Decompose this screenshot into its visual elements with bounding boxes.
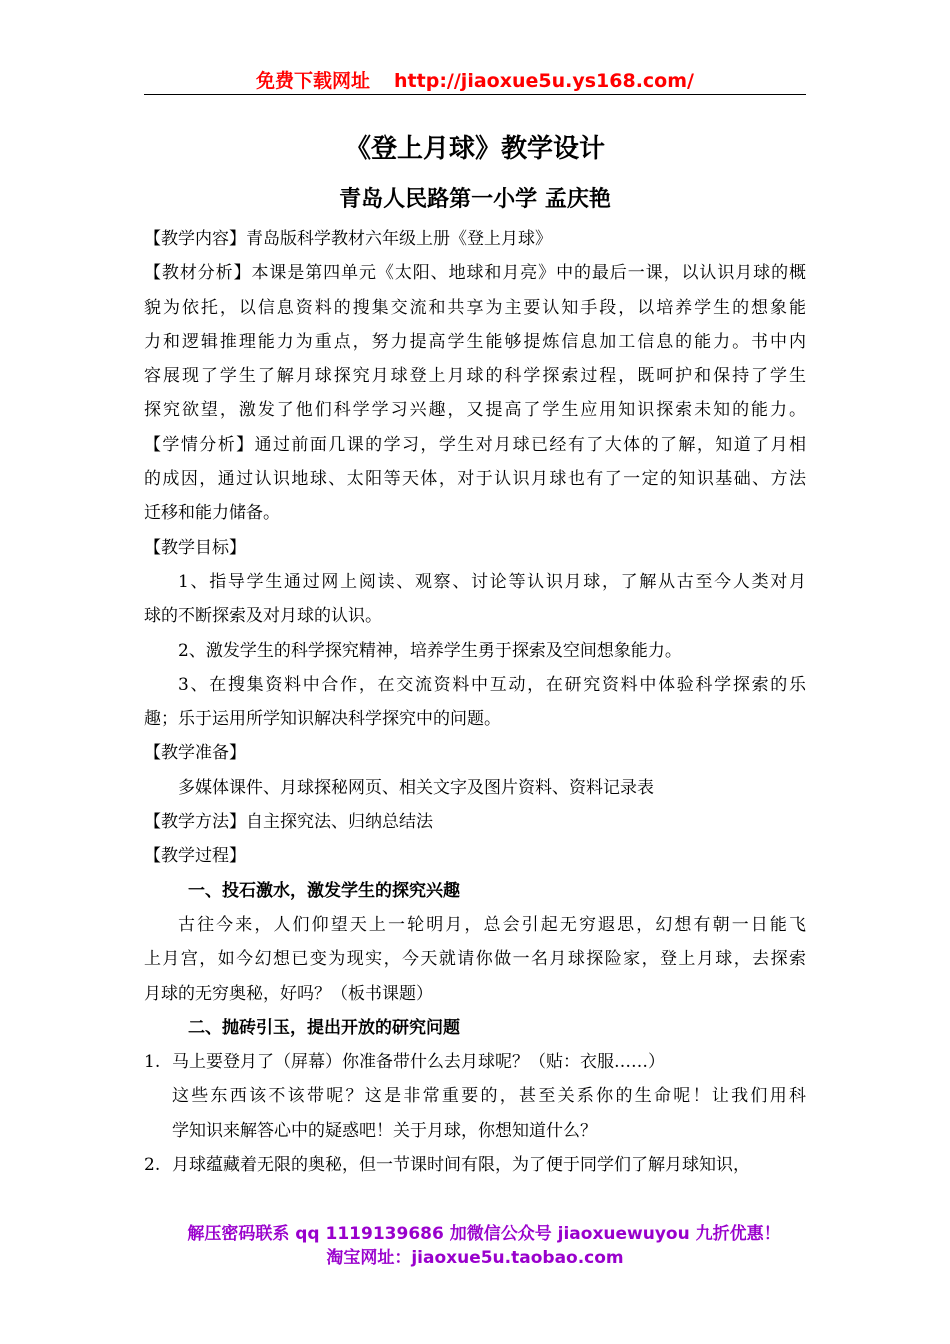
- content-line: 迁移和能力储备。: [144, 503, 280, 524]
- content-line: 学知识来解答心中的疑惑吧！关于月球，你想知道什么？: [172, 1120, 597, 1141]
- content-line: 多媒体课件、月球探秘网页、相关文字及图片资料、资料记录表: [178, 777, 654, 798]
- header-url-link[interactable]: http://jiaoxue5u.ys168.com/: [394, 70, 694, 92]
- footer-contact: 解压密码联系 qq 1119139686 加微信公众号 jiaoxuewuyou 九折优惠！: [187, 1224, 781, 1244]
- list-item: [144, 1148, 806, 1182]
- content-line: 貌为依托，以信息资料的搜集交流和共享为主要认知手段，以培养学生的想象能: [144, 297, 806, 318]
- header-divider: [144, 94, 806, 95]
- header-label: 免费下载网址: [256, 70, 371, 92]
- section-heading: 【教学方法】自主探究法、归纳总结法: [144, 812, 433, 833]
- list-number: 2.: [144, 1155, 161, 1176]
- subsection-heading: 二、抛砖引玉，提出开放的研究问题: [188, 1017, 460, 1038]
- list-item-text: 马上要登月了（屏幕）你准备带什么去月球呢？（贴：衣服……）: [172, 1052, 665, 1073]
- content-line: 趣；乐于运用所学知识解决科学探究中的问题。: [144, 709, 501, 730]
- download-header: [144, 66, 806, 93]
- list-number: 1.: [144, 1052, 161, 1073]
- list-item-text: 月球蕴藏着无限的奥秘，但一节课时间有限，为了便于同学们了解月球知识，: [172, 1155, 750, 1176]
- content-line: 【教材分析】本课是第四单元《太阳、地球和月亮》中的最后一课，以认识月球的概: [144, 263, 806, 284]
- content-line: 2、激发学生的科学探究精神，培养学生勇于探索及空间想象能力。: [178, 640, 682, 661]
- list-item: [144, 1045, 806, 1079]
- content-line: 【学情分析】通过前面几课的学习，学生对月球已经有了大体的了解，知道了月相: [144, 434, 806, 455]
- author-line: 青岛人民路第一小学 孟庆艳: [339, 186, 611, 212]
- page-title: 《登上月球》教学设计: [344, 134, 605, 164]
- section-heading: 【教学过程】: [144, 846, 246, 867]
- content-line: 1、指导学生通过网上阅读、观察、讨论等认识月球，了解从古至今人类对月: [178, 571, 806, 592]
- content-line: 探究欲望，激发了他们科学学习兴趣，又提高了学生应用知识探索未知的能力。: [144, 400, 806, 421]
- content-line: 上月宫，如今幻想已变为现实，今天就请你做一名月球探险家，登上月球，去探索: [144, 949, 806, 970]
- content-line: 这些东西该不该带呢？这是非常重要的，甚至关系你的生命呢！让我们用科: [172, 1086, 806, 1107]
- document-body: [144, 222, 806, 1182]
- content-line: 的成因，通过认识地球、太阳等天体，对于认识月球也有了一定的知识基础、方法: [144, 469, 806, 490]
- subsection-heading: 一、投石激水，激发学生的探究兴趣: [188, 880, 460, 901]
- content-line: 古往今来，人们仰望天上一轮明月，总会引起无穷遐思，幻想有朝一日能飞: [178, 914, 806, 935]
- content-line: 月球的无穷奥秘，好吗？（板书课题）: [144, 983, 433, 1004]
- section-heading: 【教学目标】: [144, 537, 246, 558]
- content-line: 球的不断探索及对月球的认识。: [144, 606, 382, 627]
- content-line: 3、在搜集资料中合作，在交流资料中互动，在研究资料中体验科学探索的乐: [178, 674, 806, 695]
- content-line: 【教学内容】青岛版科学教材六年级上册《登上月球》: [144, 229, 552, 249]
- content-line: 容展现了学生了解月球探究月球登上月球的科学探索过程，既呵护和保持了学生: [144, 366, 806, 387]
- section-heading: 【教学准备】: [144, 743, 246, 764]
- content-line: 力和逻辑推理能力为重点，努力提高学生能够提炼信息加工信息的能力。书中内: [144, 331, 806, 352]
- footer-shop-link[interactable]: 淘宝网址：jiaoxue5u.taobao.com: [326, 1248, 624, 1268]
